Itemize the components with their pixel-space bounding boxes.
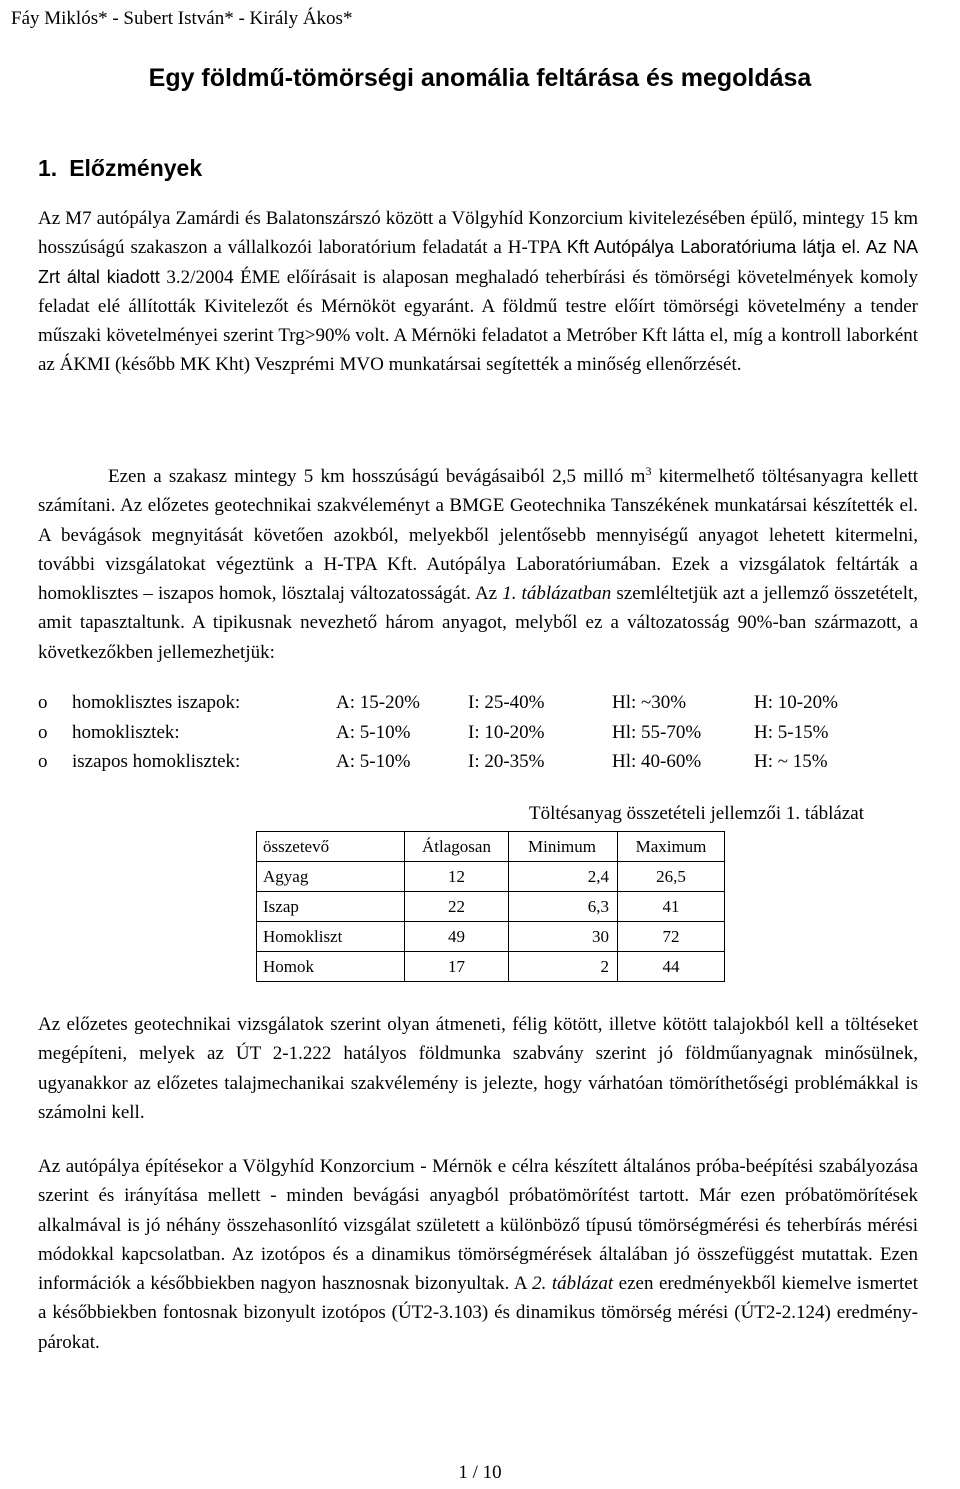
bullet-marker: o <box>38 751 48 772</box>
paragraph-trial-compaction <box>38 1152 918 1357</box>
authors-line: Fáy Miklós* - Subert István* - Király Ákos* <box>11 8 353 29</box>
silt-value: I: 20-35% <box>468 751 545 772</box>
table-cell: 41 <box>618 892 725 922</box>
table-header-row <box>257 832 725 862</box>
table-row <box>257 892 725 922</box>
table-cell: 44 <box>618 952 725 982</box>
table-cell: 2 <box>509 952 618 982</box>
table-reference: 1. táblázatban <box>502 583 612 605</box>
header-cell: összetevő <box>257 832 405 862</box>
clay-value: A: 5-10% <box>336 721 411 743</box>
table-row <box>257 922 725 952</box>
table-cell: 26,5 <box>618 862 725 892</box>
section-heading <box>38 152 202 184</box>
table-cell: 2,4 <box>509 862 618 892</box>
table-cell: Homokliszt <box>257 922 405 952</box>
sand-value: H: 5-15% <box>754 721 829 743</box>
table-row <box>257 952 725 982</box>
clay-value: A: 5-10% <box>336 751 411 772</box>
para1-text-c: 3.2/2004 ÉME előírásait is alaposan meghaladó teherbírási és tömörségi követelmények komoly feladat elé állították Kivitelezőt és Mérnököt egyaránt. A földmű testre előírt tömörségi követelmény a tender műszaki követelményei szerint Trg>90% volt. A Mérnöki feladatot a Metróber Kft látta el, míg a kontroll laborként az ÁKMI (később MK Kht) Veszprémi MVO munkatársai segítették a minőség ellenőrzését. <box>38 266 919 376</box>
table-cell: 6,3 <box>509 892 618 922</box>
superscript-3: 3 <box>645 464 652 478</box>
flour-value: Hl: ~30% <box>612 692 687 713</box>
table-cell: 72 <box>618 922 725 952</box>
table-cell: 12 <box>405 862 509 892</box>
bullet-marker: o <box>38 692 48 713</box>
para1-text-a: Az M7 autópálya Zamárdi és Balatonszárszó között a Völgyhíd Konzorcium kivitelezésében épülő, mintegy 15 km hosszúságú szakaszon a vállalkozói laboratórium feladatát a H-TPA <box>38 208 918 259</box>
composition-table <box>256 831 725 982</box>
paragraph-materials <box>38 462 918 667</box>
flour-value: Hl: 40-60% <box>612 751 702 772</box>
table-cell: Iszap <box>257 892 405 922</box>
bullet-marker: o <box>38 721 48 743</box>
table-caption: Töltésanyag összetételi jellemzői 1. táblázat <box>529 803 865 824</box>
material-list <box>38 688 938 777</box>
para4-text-b: ezen eredményekből kiemelve ismertet a későbbiekben fontosnak bizonyult izotópos (ÚT2-3.103) és dinamikus tömörség mérési (ÚT2-2.124) eredmény-párokat. <box>38 1273 918 1353</box>
section-title: Előzmények <box>69 155 203 181</box>
document-title: Egy földmű-tömörségi anomália feltárása és megoldása <box>148 64 812 92</box>
silt-value: I: 10-20% <box>468 721 545 743</box>
para2-text-c: szemléltetjük azt a jellemző összetételt, amit tapasztaltunk. A tipikusnak nevezhető három anyagot, melyből ez a változatosság 90%-ban származott, a következőkben jellemezhetjük: <box>38 583 918 663</box>
list-item <box>38 747 938 777</box>
table-cell: 17 <box>405 952 509 982</box>
table-cell: 49 <box>405 922 509 952</box>
table-cell: 30 <box>509 922 618 952</box>
para2-text-a: Ezen a szakasz mintegy 5 km hosszúságú bevágásaiból 2,5 milló m <box>108 466 646 487</box>
para4-text-a: Az autópálya építésekor a Völgyhíd Konzorcium - Mérnök e célra készített általános próba-beépítési szabályozása szerint és irányítása mellett - minden bevágási anyagból próbatömörítést tartott. Már ezen próbatömörítések alkalmával is jó néhány összehasonlító vizsgálat született a különböző típusú tömörségmérési és teherbírás mérési módokkal kapcsolatban. Az izotópos és a dinamikus tömörségmérések általában jó összefüggést mutattak. Ezen információk a későbbiekben nagyon hasznosnak bizonyultak. A <box>38 1156 918 1295</box>
flour-value: Hl: 55-70% <box>612 721 702 743</box>
sand-value: H: 10-20% <box>754 692 838 713</box>
material-name: homoklisztek: <box>72 721 180 743</box>
table-cell: 22 <box>405 892 509 922</box>
para2-text-b: kitermelhető töltésanyagra kellett számítani. Az előzetes geotechnikai szakvéleményt a BMGE Geotechnika Tanszékének munkatársai készítették el. A bevágások megnyitását követően azokból, melyekből jelentősebb mennyiségű anyagot lehetett kitermelni, további vizsgálatokat végeztünk a H-TPA Kft. Autópálya Laboratóriumában. Ezek a vizsgálatok feltárták a homoklisztes – iszapos homok, lösztalaj változatosságát. Az <box>38 466 919 605</box>
paragraph-geotechnical: Az előzetes geotechnikai vizsgálatok szerint olyan átmeneti, félig kötött, illetve kötött talajokból kell a töltéseket megépíteni, melyek az ÚT 2-1.222 hatályos földmunka szabvány szerint jó földműanyagnak minősülnek, ugyanakkor az előzetes talajmechanikai szakvélemény is jelezte, hogy várhatóan tömöríthetőségi problémákkal is számolni kell. <box>38 1014 918 1123</box>
header-cell: Átlagosan <box>405 832 509 862</box>
page-number: 1 / 10 <box>458 1462 502 1483</box>
list-item <box>38 688 938 718</box>
sand-value: H: ~ 15% <box>754 751 828 772</box>
material-name: homoklisztes iszapok: <box>72 692 241 713</box>
header-cell: Minimum <box>509 832 618 862</box>
material-name: iszapos homoklisztek: <box>72 751 241 772</box>
paragraph-intro <box>38 204 918 380</box>
list-item <box>38 718 938 748</box>
table-row <box>257 862 725 892</box>
silt-value: I: 25-40% <box>468 692 545 713</box>
table-reference: 2. táblázat <box>532 1273 614 1295</box>
table-cell: Homok <box>257 952 405 982</box>
header-cell: Maximum <box>618 832 725 862</box>
section-number: 1. <box>38 155 58 181</box>
clay-value: A: 15-20% <box>336 692 420 713</box>
para1-text-b: Kft Autópálya Laboratóriuma látja el. Az NA Zrt által kiadott <box>38 237 918 287</box>
table-cell: Agyag <box>257 862 405 892</box>
